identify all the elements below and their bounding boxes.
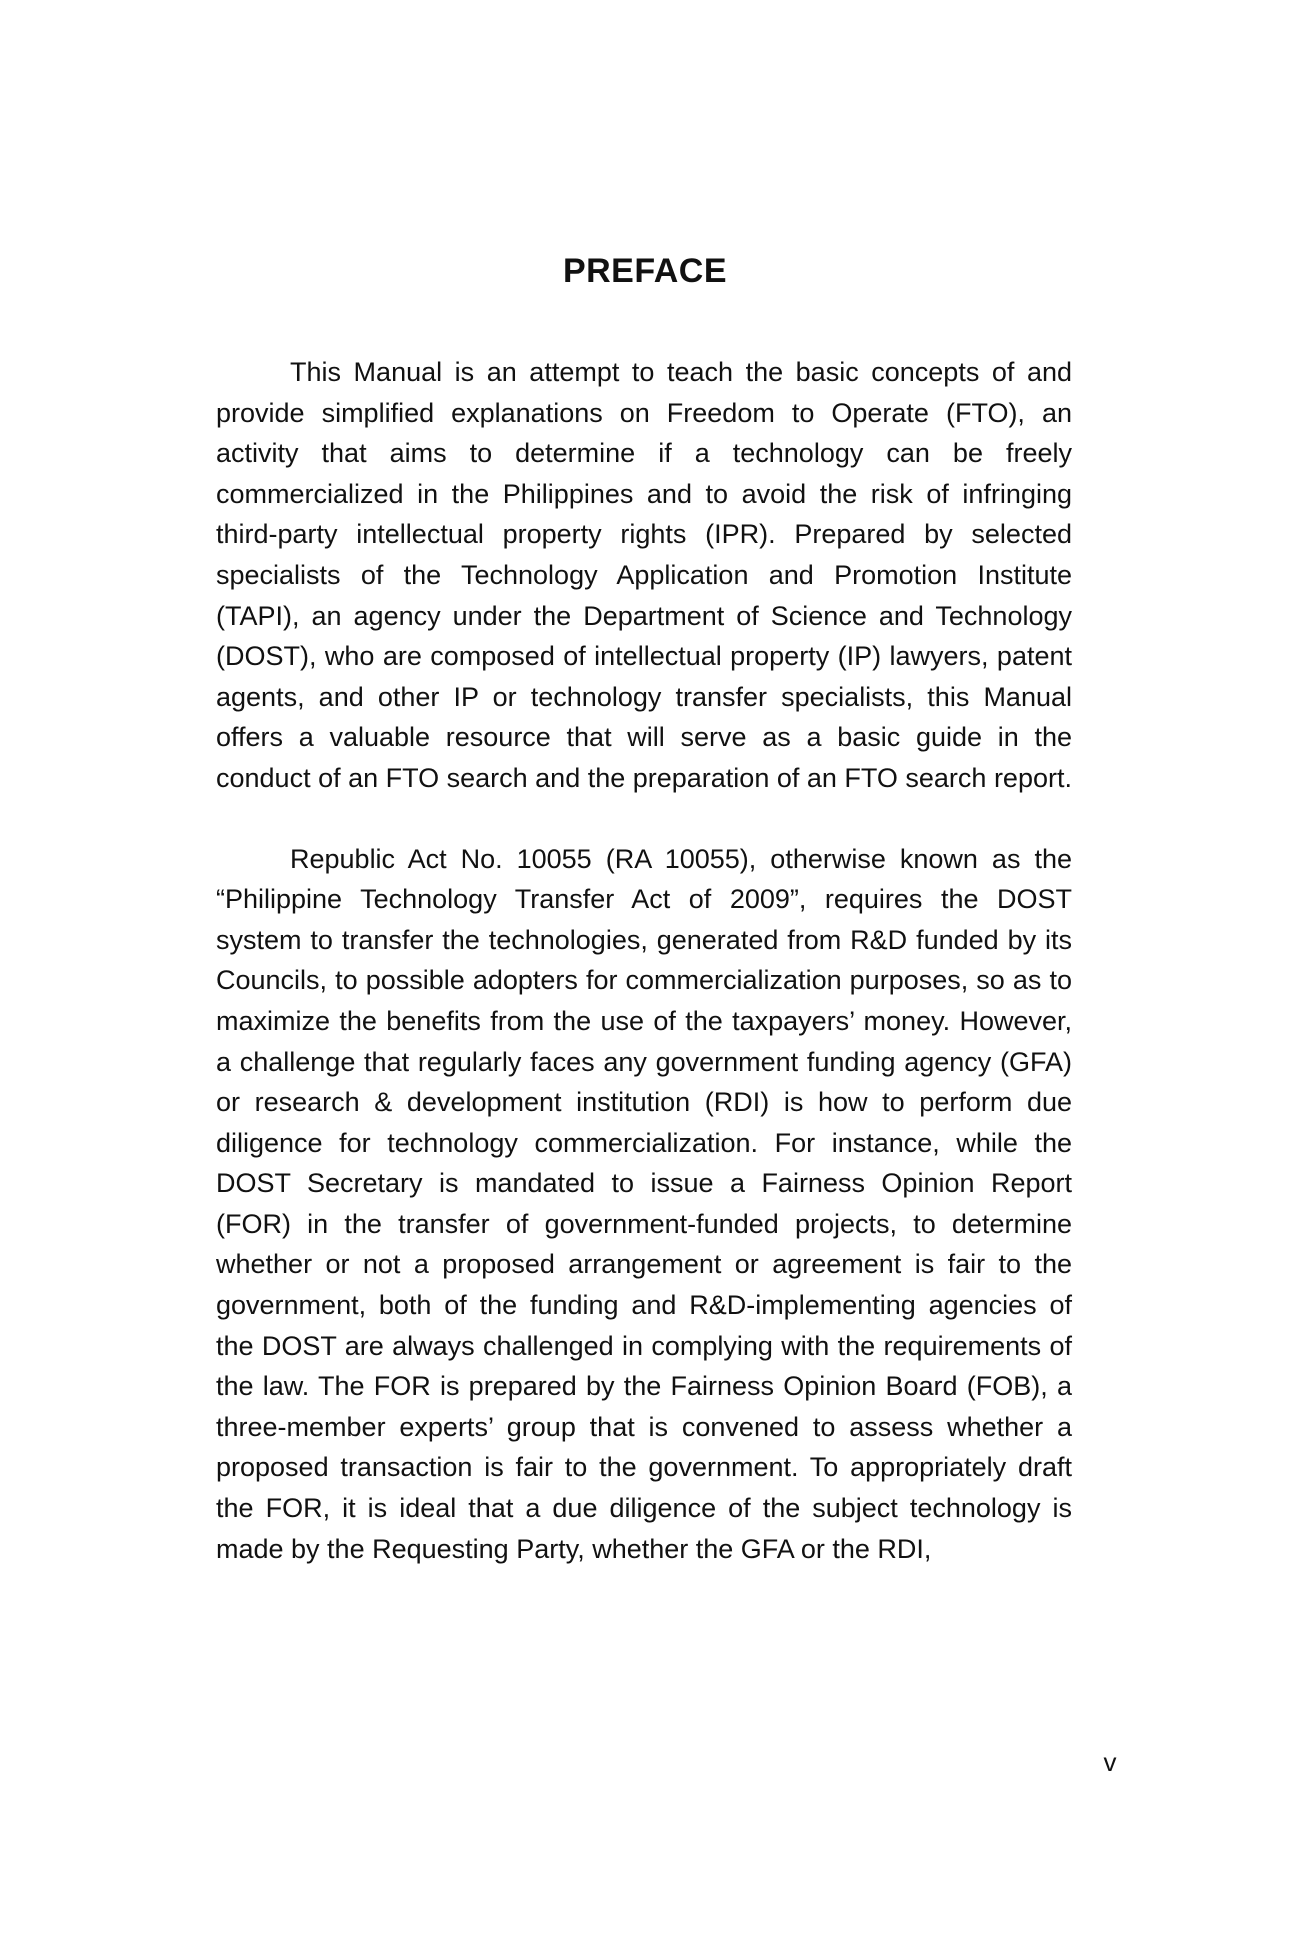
preface-body <box>216 352 1072 1609</box>
paragraph-1: This Manual is an attempt to teach the basic concepts of and provide simplified explanations on Freedom to Operate (FTO), an activity that aims to determine if a technology can be freely commercialized in the Philippines and to avoid the risk of infringing third-party intellectual property rights (IPR). Prepared by selected specialists of the Technology Application and Promotion Institute (TAPI), an agency under the Department of Science and Technology (DOST), who are composed of intellectual property (IP) lawyers, patent agents, and other IP or technology transfer specialists, this Manual offers a valuable resource that will serve as a basic guide in the conduct of an FTO search and the preparation of an FTO search report. <box>216 357 1072 793</box>
page-number: v <box>1103 1747 1117 1777</box>
paragraph-2: Republic Act No. 10055 (RA 10055), otherwise known as the “Philippine Technology Transfer Act of 2009”, requires the DOST system to transfer the technologies, generated from R&D funded by its Councils, to possible adopters for commercialization purposes, so as to maximize the benefits from the use of the taxpayers’ money. However, a challenge that regularly faces any government funding agency (GFA) or research & development institution (RDI) is how to perform due diligence for technology commercialization. For instance, while the DOST Secretary is mandated to issue a Fairness Opinion Report (FOR) in the transfer of government-funded projects, to determine whether or not a proposed arrangement or agreement is fair to the government, both of the funding and R&D-implementing agencies of the DOST are always challenged in complying with the requirements of the law. The FOR is prepared by the Fairness Opinion Board (FOB), a three-member experts’ group that is convened to assess whether a proposed transaction is fair to the government. To appropriately draft the FOR, it is ideal that a due diligence of the subject technology is made by the Requesting Party, whether the GFA or the RDI, <box>216 843 1072 1564</box>
page-title: PREFACE <box>562 251 728 290</box>
